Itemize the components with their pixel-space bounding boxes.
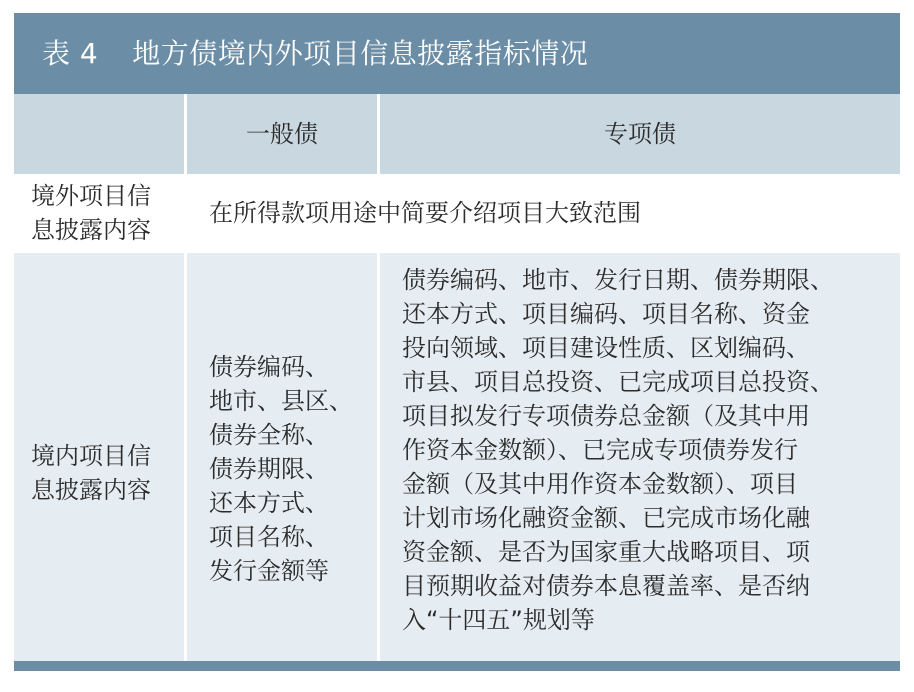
cell-line: 市县、项目总投资、已完成项目总投资、 (402, 368, 834, 396)
table-row-overseas (14, 174, 900, 253)
cell-line: 债券全称、 (209, 421, 329, 449)
table-row-domestic (14, 253, 900, 661)
table-header-row (14, 94, 900, 174)
cell-line: 债券编码、 (209, 353, 329, 381)
cell-line: 目预期收益对债券本息覆盖率、是否纳 (402, 572, 810, 600)
row-label-line: 息披露内容 (31, 216, 151, 244)
header-divider (377, 94, 380, 174)
header-divider (184, 94, 187, 174)
column-divider (184, 253, 187, 661)
table-title-bar (14, 13, 900, 94)
table-bottom-bar (14, 661, 900, 671)
cell-line: 还本方式、项目编码、项目名称、资金 (402, 300, 810, 328)
table-number: 表 4 (42, 37, 99, 70)
cell-line: 债券编码、地市、发行日期、债券期限、 (402, 266, 834, 294)
cell-line: 入“十四五”规划等 (402, 606, 595, 634)
cell-line: 地市、县区、 (209, 387, 353, 415)
table-title: 地方债境内外项目信息披露指标情况 (132, 37, 589, 70)
header-empty-cell (14, 94, 184, 174)
cell-line: 还本方式、 (209, 489, 329, 517)
general-bond-cell (209, 350, 353, 588)
cell-line: 作资本金数额）、已完成专项债券发行 (402, 436, 798, 464)
merged-content-cell: 在所得款项用途中简要介绍项目大致范围 (209, 199, 641, 227)
cell-line: 投向领域、项目建设性质、区划编码、 (402, 334, 810, 362)
cell-line: 项目拟发行专项债券总金额（及其中用 (402, 402, 810, 430)
cell-line: 债券期限、 (209, 455, 329, 483)
header-special-bond: 专项债 (604, 120, 676, 148)
row-label-line: 境外项目信 (31, 182, 151, 210)
cell-line: 资金额、是否为国家重大战略项目、项 (402, 538, 810, 566)
header-general-bond: 一般债 (246, 120, 318, 148)
cell-line: 发行金额等 (209, 557, 329, 585)
row-label-domestic (14, 439, 184, 507)
cell-line: 项目名称、 (209, 523, 329, 551)
cell-line: 金额（及其中用作资本金数额）、项目 (402, 470, 798, 498)
table-frame (14, 13, 900, 671)
column-divider (377, 253, 380, 661)
row-label-overseas (14, 179, 184, 247)
row-label-line: 息披露内容 (31, 476, 151, 504)
special-bond-cell (402, 263, 834, 637)
row-label-line: 境内项目信 (31, 442, 151, 470)
cell-line: 计划市场化融资金额、已完成市场化融 (402, 504, 810, 532)
